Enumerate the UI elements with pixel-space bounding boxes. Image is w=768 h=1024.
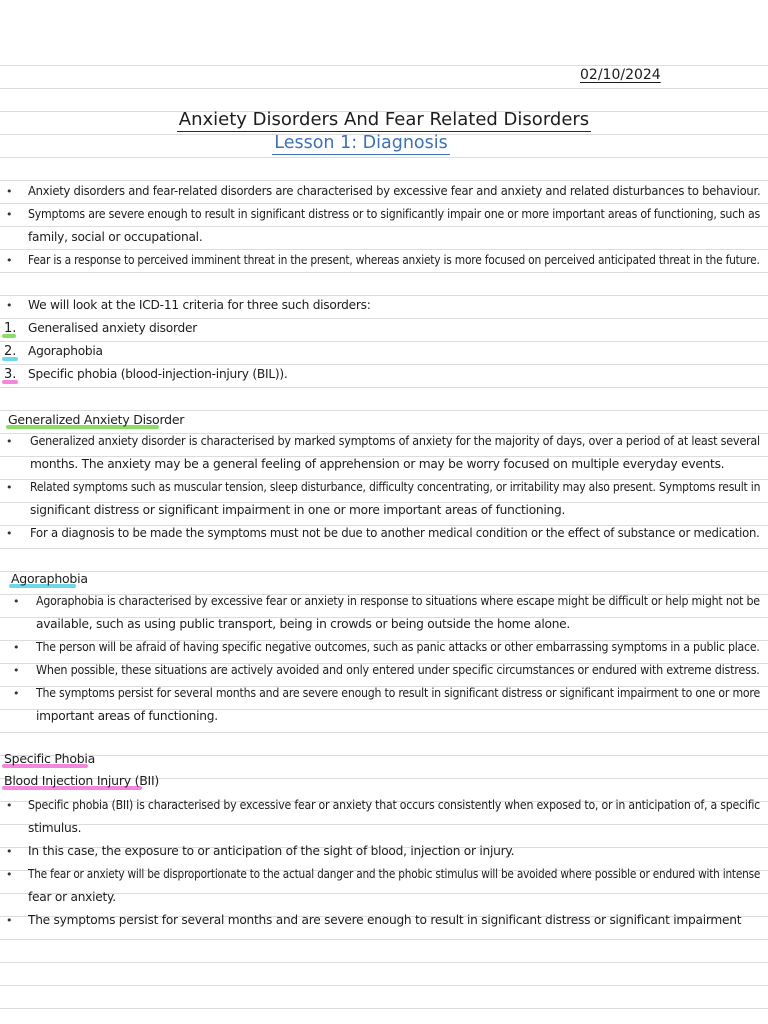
ruled-line bbox=[0, 571, 768, 572]
intro-line: family, social or occupational. bbox=[28, 230, 203, 244]
agoraphobia-heading: Agoraphobia bbox=[11, 571, 88, 586]
ruled-line bbox=[0, 755, 768, 756]
specific-phobia-heading: Specific Phobia bbox=[4, 751, 96, 766]
bullet-icon: • bbox=[6, 435, 13, 448]
bullet-icon: • bbox=[6, 254, 13, 267]
icd-intro: We will look at the ICD-11 criteria for three such disorders: bbox=[28, 298, 371, 312]
phobia-line: Specific phobia (BII) is characterised by excessive fear or anxiety that occurs consistently when exposed to, or in anticipation of, a specific bbox=[28, 798, 760, 812]
intro-line: Fear is a response to perceived imminent threat in the present, whereas anxiety is more focused on perceived anticipated threat in the future. bbox=[28, 253, 760, 267]
agoraphobia-line: The symptoms persist for several months and are severe enough to result in significant distress or significant impairment to one or more bbox=[36, 686, 760, 700]
list-number: 1. bbox=[4, 321, 17, 336]
bullet-icon: • bbox=[6, 868, 13, 881]
bullet-icon: • bbox=[6, 299, 13, 312]
bullet-icon: • bbox=[6, 481, 13, 494]
ruled-line bbox=[0, 88, 768, 89]
agoraphobia-line: available, such as using public transport, being in crowds or being outside the home alone. bbox=[36, 617, 571, 631]
agoraphobia-line: When possible, these situations are actively avoided and only entered under specific circumstances or endured with extreme distress. bbox=[36, 663, 760, 677]
intro-line: Symptoms are severe enough to result in significant distress or to significantly impair one or more important areas of functioning, such as bbox=[28, 207, 761, 221]
phobia-line: In this case, the exposure to or anticipation of the sight of blood, injection or injury. bbox=[28, 844, 515, 858]
lesson-subtitle-text: Lesson 1: Diagnosis bbox=[274, 133, 448, 153]
disorder-item: Agoraphobia bbox=[28, 344, 103, 358]
ruled-line bbox=[0, 65, 768, 66]
page-title bbox=[0, 109, 768, 130]
gad-heading: Generalized Anxiety Disorder bbox=[8, 412, 185, 427]
phobia-line: stimulus. bbox=[28, 821, 82, 835]
bullet-icon: • bbox=[13, 595, 20, 608]
intro-line: Anxiety disorders and fear-related disorders are characterised by excessive fear and anxiety and related disturbances to behaviour. bbox=[28, 184, 761, 198]
ruled-line bbox=[0, 962, 768, 963]
agoraphobia-line: Agoraphobia is characterised by excessive fear or anxiety in response to situations where escape might be difficult or help might not be bbox=[36, 594, 760, 608]
bullet-icon: • bbox=[13, 664, 20, 677]
ruled-line bbox=[0, 824, 768, 825]
disorder-item: Generalised anxiety disorder bbox=[28, 321, 197, 335]
ruled-line bbox=[0, 341, 768, 342]
bullet-icon: • bbox=[6, 799, 13, 812]
ruled-line bbox=[0, 272, 768, 273]
agoraphobia-line: The person will be afraid of having specific negative outcomes, such as panic attacks or other embarrassing symptoms in a public place. bbox=[36, 640, 760, 654]
gad-line: months. The anxiety may be a general feeling of apprehension or may be worry focused on multiple everyday events. bbox=[30, 457, 725, 471]
bullet-icon: • bbox=[6, 208, 13, 221]
ruled-line bbox=[0, 732, 768, 733]
phobia-line: The symptoms persist for several months and are severe enough to result in significant distress or significant impairment bbox=[28, 913, 742, 927]
ruled-line bbox=[0, 548, 768, 549]
ruled-line bbox=[0, 985, 768, 986]
ruled-line bbox=[0, 939, 768, 940]
bullet-icon: • bbox=[6, 845, 13, 858]
phobia-line: The fear or anxiety will be disproportionate to the actual danger and the phobic stimulus will be avoided where possible or endured with intense bbox=[28, 867, 761, 881]
phobia-line: fear or anxiety. bbox=[28, 890, 116, 904]
bullet-icon: • bbox=[6, 914, 13, 927]
ruled-line bbox=[0, 387, 768, 388]
date: 02/10/2024 bbox=[580, 67, 661, 83]
list-number: 2. bbox=[4, 344, 17, 359]
ruled-line bbox=[0, 1008, 768, 1009]
lesson-subtitle bbox=[0, 133, 722, 153]
gad-line: Related symptoms such as muscular tension, sleep disturbance, difficulty concentrating, or irritability may also present. Symptoms result in bbox=[30, 480, 761, 494]
gad-line: Generalized anxiety disorder is characterised by marked symptoms of anxiety for the majority of days, over a period of at least several bbox=[30, 434, 760, 448]
bullet-icon: • bbox=[6, 527, 13, 540]
bullet-icon: • bbox=[13, 687, 20, 700]
bullet-icon: • bbox=[6, 185, 13, 198]
gad-line: For a diagnosis to be made the symptoms must not be due to another medical condition or the effect of substance or medication. bbox=[30, 526, 760, 540]
bii-subheading: Blood Injection Injury (BII) bbox=[4, 773, 160, 788]
ruled-line bbox=[0, 157, 768, 158]
agoraphobia-line: important areas of functioning. bbox=[36, 709, 218, 723]
bullet-icon: • bbox=[13, 641, 20, 654]
page-title-text: Anxiety Disorders And Fear Related Disorders bbox=[178, 109, 590, 130]
gad-line: significant distress or significant impairment in one or more important areas of functioning. bbox=[30, 503, 566, 517]
disorder-item: Specific phobia (blood-injection-injury (BIL)). bbox=[28, 367, 288, 381]
list-number: 3. bbox=[4, 367, 17, 382]
